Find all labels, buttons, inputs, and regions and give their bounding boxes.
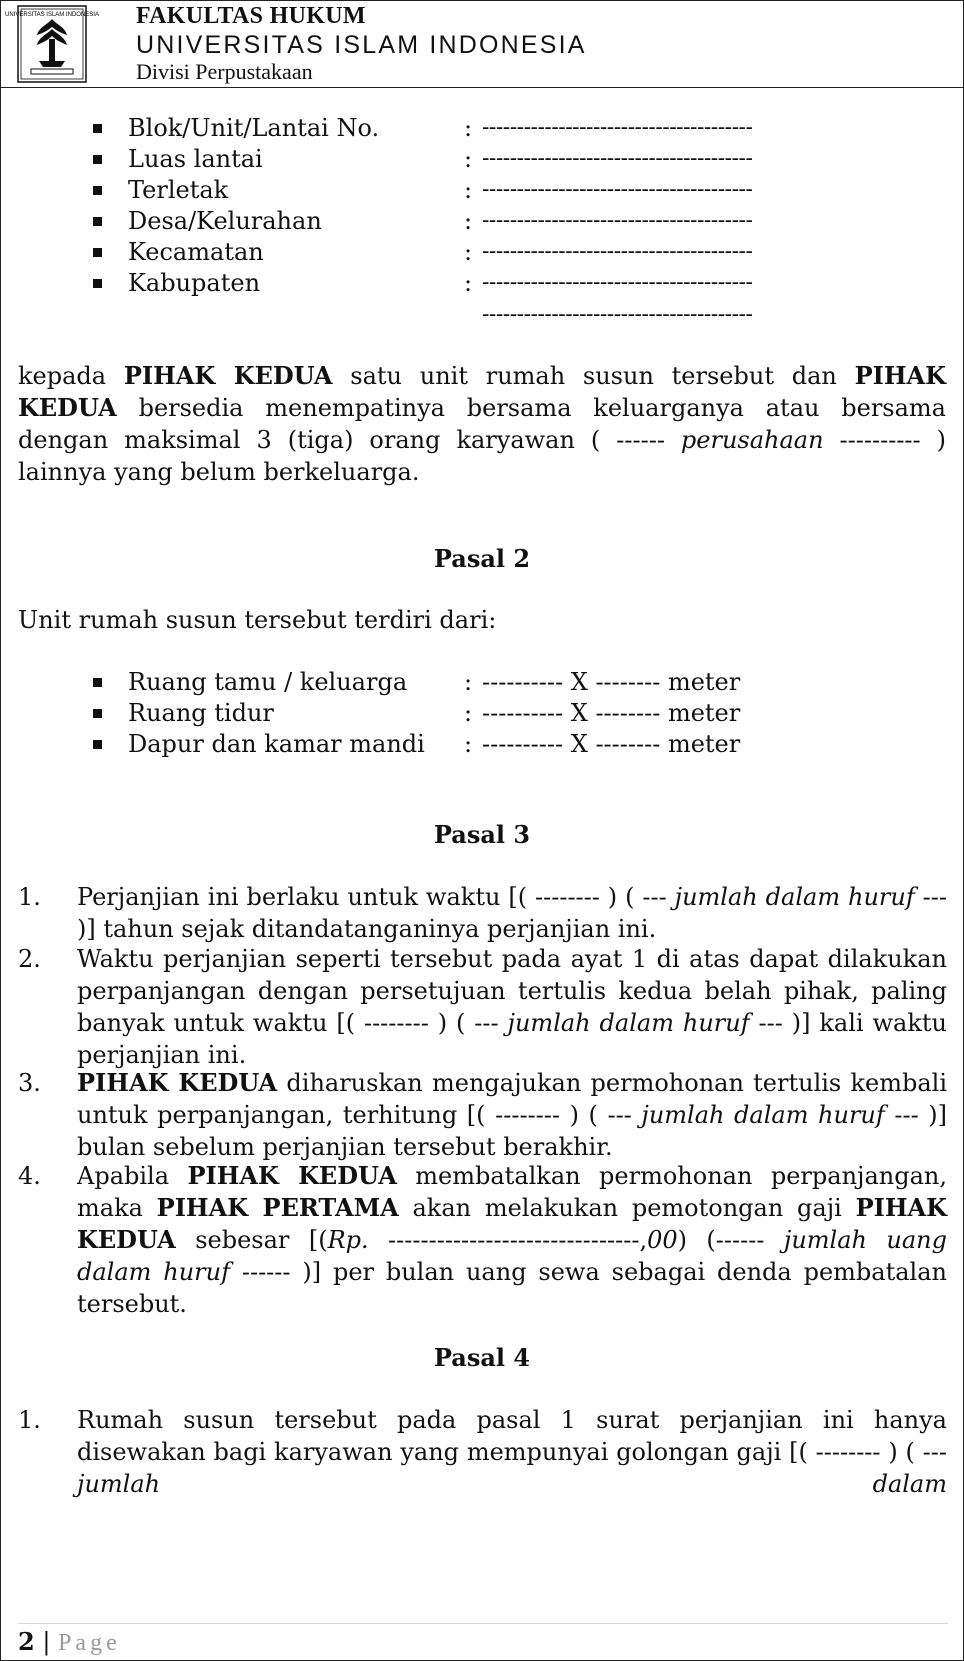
item-number: 1. [18, 1406, 41, 1434]
text: ------ )] per bulan uang sewa sebagai denda pembatalan tersebut. [77, 1258, 947, 1318]
placeholder-text: jumlah dalam huruf [641, 1101, 885, 1129]
bullet [93, 248, 102, 257]
room-size: ---------- X -------- meter [482, 668, 741, 696]
bullet [93, 279, 102, 288]
placeholder-text: perusahaan [680, 426, 824, 454]
text: --- )] kali waktu perjanjian ini. [77, 1009, 947, 1069]
bullet [93, 740, 102, 749]
room-size: ---------- X -------- meter [482, 699, 741, 727]
text: Apabila [77, 1162, 188, 1190]
article-item [77, 1067, 947, 1163]
bullet [93, 678, 102, 687]
page-label: Page [58, 1630, 121, 1656]
paragraph-tenancy [18, 360, 946, 488]
room-size: ---------- X -------- meter [482, 730, 741, 758]
footer-separator: | [42, 1628, 51, 1656]
field-label: Kecamatan [128, 238, 264, 266]
field-label: Blok/Unit/Lantai No. [128, 114, 380, 142]
article-title: Pasal 4 [433, 1343, 531, 1372]
party-name: PIHAK PERTAMA [156, 1193, 399, 1222]
text: Waktu perjanjian seperti tersebut pada ayat 1 di atas dapat dilakukan perpanjangan dengan persetujuan tertulis kedua belah pihak, paling banyak untuk waktu [( -------- ) ( --- [77, 945, 947, 1037]
bullet [93, 124, 102, 133]
text: satu unit rumah susun tersebut dan [332, 362, 855, 390]
text: sebesar [( [175, 1226, 328, 1254]
placeholder-text: jumlah dalam [77, 1470, 947, 1498]
party-name: PIHAK KEDUA [77, 1193, 947, 1254]
text: diharuskan mengajukan permohonan tertulis kembali untuk perpanjangan, terhitung [( -------- ) ( --- [77, 1069, 947, 1129]
text: --- )] bulan sebelum perjanjian tersebut berakhir. [77, 1101, 947, 1161]
colon: : [464, 699, 473, 727]
page-footer [18, 1627, 121, 1658]
logo-lettering: UNIVERSITAS ISLAM INDONESIA [5, 12, 99, 18]
field-label: Terletak [128, 176, 229, 204]
text: kepada [18, 362, 124, 390]
room-label: Dapur dan kamar mandi [128, 730, 425, 758]
text: akan melakukan pemotongan gaji [398, 1194, 856, 1222]
field-value: --------------------------------------- [482, 270, 753, 295]
bullet [93, 217, 102, 226]
text: ---------- ) lainnya yang belum berkeluarga. [18, 426, 946, 486]
item-number: 4. [18, 1162, 41, 1190]
university-logo-icon [5, 5, 99, 83]
room-label: Ruang tidur [128, 699, 274, 727]
colon: : [464, 176, 473, 204]
letterhead [1, 1, 963, 88]
text: membatalkan permohonan perpanjangan, maka [77, 1162, 947, 1222]
field-value: --------------------------------------- [482, 239, 753, 264]
article-item [77, 1160, 947, 1320]
division-name: Divisi Perpustakaan [136, 59, 313, 84]
text: Rumah susun tersebut pada pasal 1 surat perjanjian ini hanya disewakan bagi karyawan yang mempunyai golongan gaji [( -------- ) ( --- [77, 1406, 947, 1466]
colon: : [464, 207, 473, 235]
article-title: Pasal 3 [433, 820, 531, 849]
item-number: 2. [18, 945, 41, 973]
field-value: --------------------------------------- [482, 208, 753, 233]
article-item [77, 943, 947, 1071]
field-label: Desa/Kelurahan [128, 207, 322, 235]
university-name: UNIVERSITAS ISLAM INDONESIA [136, 31, 587, 59]
party-name: PIHAK KEDUA [123, 361, 333, 390]
page-number: 2 [18, 1627, 35, 1656]
colon: : [464, 145, 473, 173]
text: bersedia menempatinya bersama keluarganya atau bersama dengan maksimal 3 (tiga) orang karyawan ( ------ [18, 394, 946, 454]
colon: : [464, 668, 473, 696]
field-label: Luas lantai [128, 145, 263, 173]
text: -------------------------------, [368, 1226, 648, 1254]
placeholder-text: jumlah dalam huruf [674, 883, 915, 911]
bullet [93, 155, 102, 164]
article-item [77, 1404, 947, 1500]
colon: : [464, 238, 473, 266]
colon: : [464, 730, 473, 758]
article-intro: Unit rumah susun tersebut terdiri dari: [18, 606, 497, 634]
placeholder-text: jumlah uang dalam huruf [77, 1226, 947, 1286]
bullet [93, 186, 102, 195]
party-name: PIHAK KEDUA [18, 361, 947, 422]
item-number: 1. [18, 883, 41, 911]
party-name: PIHAK KEDUA [187, 1161, 397, 1190]
colon: : [464, 269, 473, 297]
text: Perjanjian ini berlaku untuk waktu [( -------- ) ( --- [77, 883, 675, 911]
article-item [77, 881, 947, 945]
colon: : [464, 114, 473, 142]
text: --- )] tahun sejak ditandatanganinya perjanjian ini. [77, 883, 947, 943]
placeholder-text: jumlah dalam huruf [507, 1009, 750, 1037]
placeholder-text: 00 [647, 1226, 678, 1254]
party-name: PIHAK KEDUA [77, 1068, 278, 1097]
item-number: 3. [18, 1069, 41, 1097]
text: ) (------ [677, 1226, 784, 1254]
field-value: --------------------------------------- [482, 115, 753, 140]
field-value-continuation: --------------------------------------- [482, 302, 753, 327]
field-value: --------------------------------------- [482, 146, 753, 171]
field-label: Kabupaten [128, 269, 261, 297]
bullet [93, 709, 102, 718]
placeholder-text: Rp. [327, 1226, 369, 1254]
faculty-name: FAKULTAS HUKUM [136, 3, 366, 29]
room-label: Ruang tamu / keluarga [128, 668, 408, 696]
field-value: --------------------------------------- [482, 177, 753, 202]
footer-divider [18, 1623, 948, 1624]
article-title: Pasal 2 [433, 544, 531, 573]
